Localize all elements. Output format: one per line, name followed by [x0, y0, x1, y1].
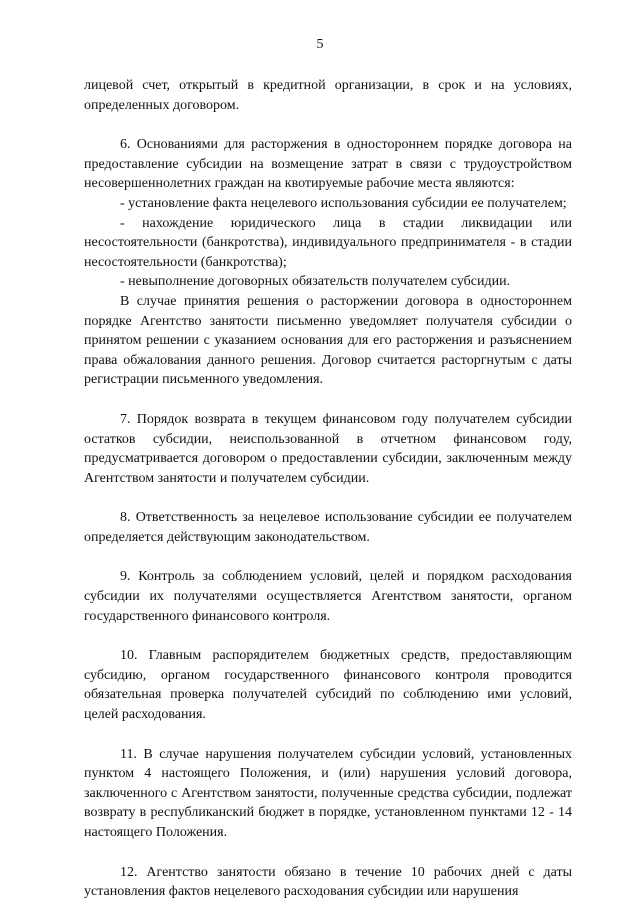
paragraph-7: 7. Порядок возврата в текущем финансовом году получателем субсидии остатков субсидии, неиспользованной в отчетном финансовом году, предусматривается договором о предоставлении субсидии, заключенным между Агентством занятости и получателем субсидии. [84, 411, 572, 486]
paragraph-8: 8. Ответственность за нецелевое использование субсидии ее получателем определяется действующим законодательством. [84, 510, 572, 545]
paragraph-6-termination: В случае принятия решения о расторжении договора в одностороннем порядке Агентство занятости письменно уведомляет получателя субсидии о принятом решении с указанием основания для его расторжения и разъяснением права обжалования данного решения. Договор считается расторгнутым с даты регистрации письменного уведомления. [84, 293, 572, 388]
paragraph-10: 10. Главным распорядителем бюджетных средств, предоставляющим субсидию, органом государственного финансового контроля проводится обязательная проверка получателей субсидий по соблюдению ими условий, целей расходования. [84, 648, 572, 723]
paragraph-continuation: лицевой счет, открытый в кредитной организации, в срок и на условиях, определенных договором. [84, 78, 572, 113]
paragraph-6-item-2: - нахождение юридического лица в стадии ликвидации или несостоятельности (банкротства), индивидуального предпринимателя - в стадии несостоятельности (банкротства); [84, 215, 572, 270]
paragraph-6-item-3: - невыполнение договорных обязательств получателем субсидии. [120, 274, 511, 290]
document-body [84, 76, 572, 902]
paragraph-11: 11. В случае нарушения получателем субсидии условий, установленных пунктом 4 настоящего Положения, и (или) нарушения условий договора, заключенного с Агентством занятости, полученные средства субсидии, подлежат возврату в республиканский бюджет в порядке, установленном пунктами 12 - 14 настоящего Положения. [84, 746, 572, 840]
page-number: 5 [316, 37, 324, 52]
paragraph-6-item-1: - установление факта нецелевого использования субсидии ее получателем; [120, 195, 567, 211]
paragraph-9: 9. Контроль за соблюдением условий, целей и порядком расходования субсидии их получателями осуществляется Агентством занятости, органом государственного финансового контроля. [84, 569, 572, 624]
paragraph-12: 12. Агентство занятости обязано в течение 10 рабочих дней с даты установления фактов нецелевого расходования субсидии или нарушения [84, 864, 572, 900]
paragraph-6: 6. Основаниями для расторжения в одностороннем порядке договора на предоставление субсидии на возмещение затрат в связи с трудоустройством несовершеннолетних граждан на квотируемые рабочие места являются: [84, 137, 572, 192]
